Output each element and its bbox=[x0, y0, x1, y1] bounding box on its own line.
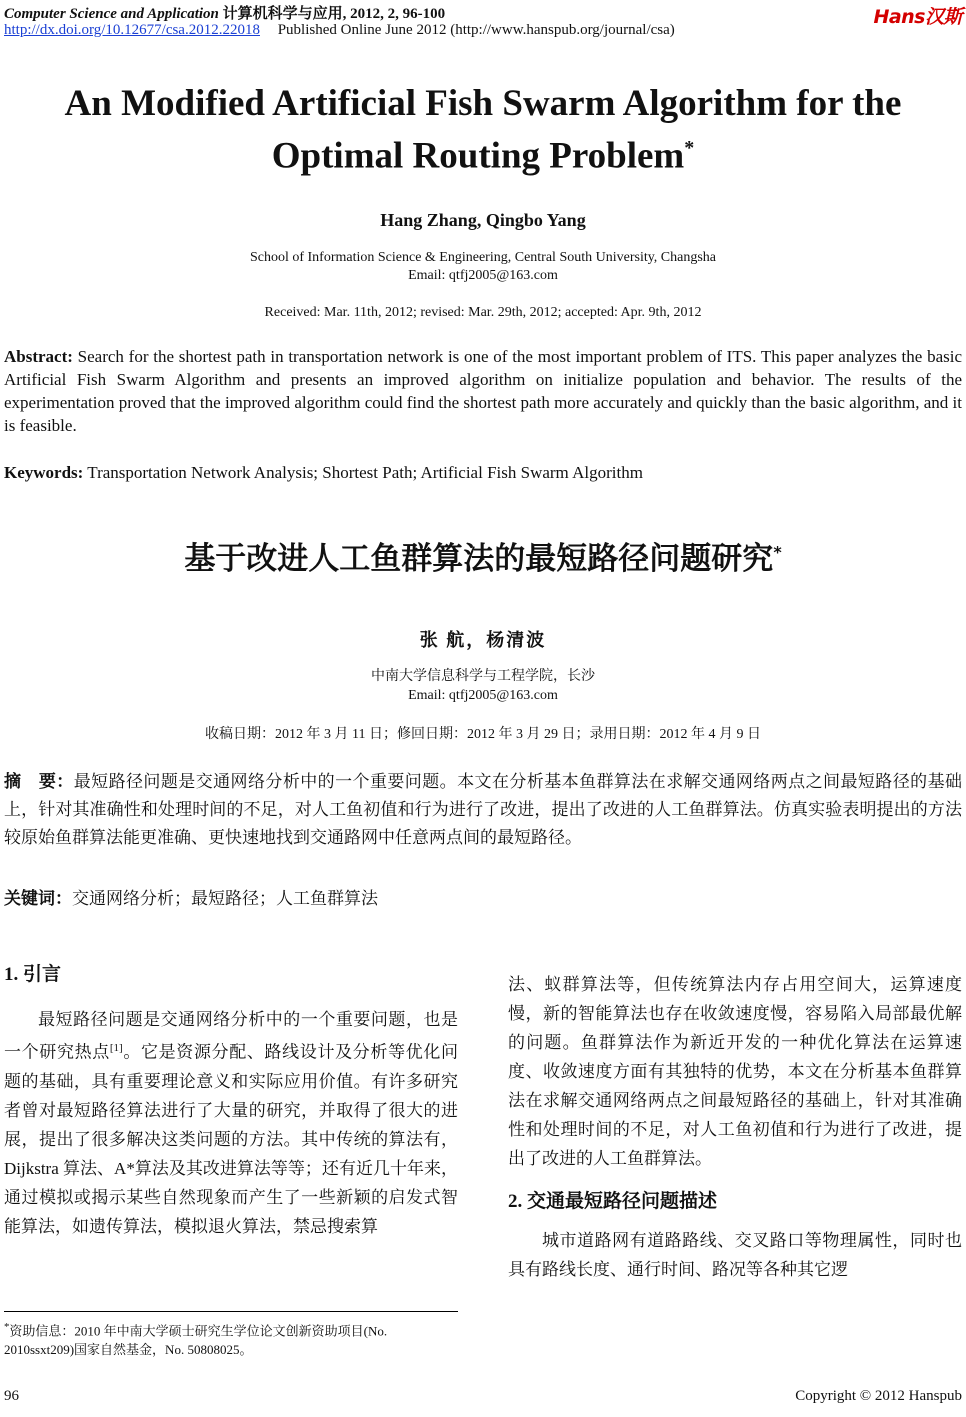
section-1-text-b: 。它是资源分配、路线设计及分析等优化问题的基础，具有重要理论意义和实际应用价值。有许多研究者曾对最短路径算法进行了大量的研究，并取得了很大的进展，提出了很多解决这类问题的方法。其中传统的算法有，Dijkstra 算法、A*算法及其改进算法等等；还有近几十年来，通过模拟或揭示某些自然现象而产生了一些新颖的启发式智能算法，如遗传算法，模拟退火算法，禁忌搜索算 bbox=[4, 1042, 459, 1236]
keywords-label: Keywords: bbox=[4, 463, 84, 482]
section-1-text-a: 最短路径问题是交通网络分析中的一个重要问题，也是一个研究热点 bbox=[4, 1010, 458, 1062]
received-dates-en: Received: Mar. 11th, 2012; revised: Mar. 29th, 2012; accepted: Apr. 9th, 2012 bbox=[264, 305, 702, 320]
abstract-cn-label: 摘 要： bbox=[4, 772, 74, 792]
title-footnote-mark: * bbox=[684, 137, 695, 159]
email-en: Email: qtfj2005@163.com bbox=[408, 268, 558, 283]
affiliation-en-block bbox=[0, 249, 966, 285]
paper-title-cn-text: 基于改进人工鱼群算法的最短路径问题研究 bbox=[184, 541, 774, 577]
left-column bbox=[4, 960, 458, 1241]
footnote-text: 资助信息：2010 年中南大学硕士研究生学位论文创新资助项目(No. 2010ssxt209)国家自然基金，No. 50808025。 bbox=[4, 1323, 388, 1358]
copyright: Copyright © 2012 Hanspub bbox=[795, 1388, 962, 1404]
citation-1[interactable]: [1] bbox=[109, 1042, 123, 1054]
section-1-paragraph bbox=[4, 1005, 458, 1241]
abstract-text: Search for the shortest path in transportation network is one of the most important problem of ITS. This paper analyzes the basic Artificial Fish Swarm Algorithm and presents an improved algorithm on initialize population and behavior. The results of the experimentation proved that the improved algorithm could find the shortest path more accurately and quickly than the basic algorithm, and it is feasible. bbox=[4, 347, 963, 435]
section-1-heading: 1. 引言 bbox=[4, 964, 62, 985]
page-number: 96 bbox=[4, 1388, 19, 1404]
footnote-mark: * bbox=[4, 1321, 10, 1333]
received-dates-cn: 收稿日期：2012 年 3 月 11 日；修回日期：2012 年 3 月 29 日；录用日期：2012 年 4 月 9 日 bbox=[205, 727, 761, 742]
keywords-cn-text: 交通网络分析；最短路径；人工鱼群算法 bbox=[72, 889, 378, 908]
section-2-heading: 2. 交通最短路径问题描述 bbox=[508, 1191, 718, 1212]
keywords-cn bbox=[4, 887, 962, 911]
abstract-cn bbox=[4, 768, 962, 852]
journal-name: Computer Science and Application bbox=[4, 6, 219, 22]
publisher-logo: Hans汉斯 bbox=[873, 6, 962, 28]
authors-en: Hang Zhang, Qingbo Yang bbox=[380, 210, 586, 230]
abstract-label: Abstract: bbox=[4, 347, 73, 366]
section-1-continuation: 法、蚁群算法等，但传统算法内存占用空间大，运算速度慢，新的智能算法也存在收敛速度慢，容易陷入局部最优解的问题。鱼群算法作为新近开发的一种优化算法在运算速度、收敛速度方面有其独特的优势，本文在分析基本鱼群算法在求解交通网络两点之间最短路径的基础上，针对其准确性和处理时间的不足，对人工鱼初值和行为进行了改进，提出了改进的人工鱼群算法。 bbox=[508, 975, 962, 1168]
email-cn: Email: qtfj2005@163.com bbox=[408, 688, 558, 703]
journal-name-cn: 计算机科学与应用 bbox=[222, 6, 343, 22]
keywords-text: Transportation Network Analysis; Shortest Path; Artificial Fish Swarm Algorithm bbox=[87, 463, 643, 482]
title-cn-footnote-mark: * bbox=[773, 542, 782, 562]
footnote bbox=[4, 1318, 458, 1359]
authors-cn: 张 航，杨清波 bbox=[419, 630, 547, 650]
doi-link[interactable]: http://dx.doi.org/10.12677/csa.2012.22018 bbox=[4, 22, 260, 38]
right-column bbox=[508, 970, 962, 1284]
abstract-en bbox=[4, 345, 962, 437]
doi-line bbox=[4, 22, 675, 39]
footnote-rule bbox=[4, 1311, 458, 1312]
abstract-cn-text: 最短路径问题是交通网络分析中的一个重要问题。本文在分析基本鱼群算法在求解交通网络两点之间最短路径的基础上，针对其准确性和处理时间的不足，对人工鱼初值和行为进行了改进，提出了改进的人工鱼群算法。仿真实验表明提出的方法较原始鱼群算法能更准确、更快速地找到交通路网中任意两点间的最短路径。 bbox=[4, 772, 963, 847]
affiliation-cn: 中南大学信息科学与工程学院，长沙 bbox=[371, 669, 595, 684]
section-2-paragraph: 城市道路网有道路路线、交叉路口等物理属性，同时也具有路线长度、通行时间、路况等各种其它逻 bbox=[508, 1231, 962, 1279]
keywords-en bbox=[4, 461, 962, 484]
paper-title-cn bbox=[0, 533, 966, 578]
keywords-cn-label: 关键词： bbox=[4, 889, 72, 909]
paper-title-en-text: An Modified Artificial Fish Swarm Algorithm for the Optimal Routing Problem bbox=[64, 83, 902, 177]
published-info: Published Online June 2012 (http://www.hanspub.org/journal/csa) bbox=[277, 22, 675, 38]
affiliation-cn-block bbox=[0, 667, 966, 705]
affiliation-en: School of Information Science & Engineering, Central South University, Changsha bbox=[249, 250, 717, 265]
journal-issue: , 2012, 2, 96-100 bbox=[342, 6, 446, 22]
paper-title-en bbox=[0, 82, 966, 178]
journal-header bbox=[4, 2, 445, 23]
